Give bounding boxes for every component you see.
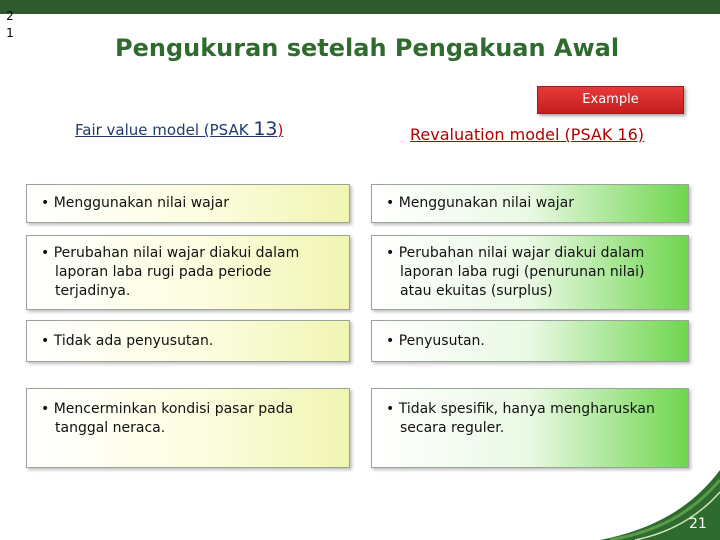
left-heading-prefix: Fair value model (PSAK (75, 121, 254, 139)
left-card-2-text: • Perubahan nilai wajar diakui dalam laporan laba rugi pada periode terjadinya. (41, 245, 300, 299)
right-card-2-text: • Perubahan nilai wajar diakui dalam laporan laba rugi (penurunan nilai) atau ekuitas (surplus) (386, 245, 645, 299)
left-card-1-text: • Menggunakan nilai wajar (41, 195, 229, 211)
right-card-1-text: • Menggunakan nilai wajar (386, 195, 574, 211)
slide-number-vertical: 2 1 (6, 9, 14, 40)
left-card-4 (26, 388, 350, 468)
example-badge: Example (537, 86, 684, 114)
left-card-4-text: • Mencerminkan kondisi pasar pada tanggal neraca. (41, 401, 294, 436)
right-card-1 (371, 184, 689, 223)
right-card-4-text: • Tidak spesifik, hanya mengharuskan secara reguler. (386, 401, 655, 436)
right-card-4 (371, 388, 689, 468)
slide-title: Pengukuran setelah Pengakuan Awal (115, 34, 620, 62)
left-heading-number: 13 (253, 118, 278, 140)
left-card-1 (26, 184, 350, 223)
top-bar (0, 0, 720, 14)
left-column-heading (75, 118, 283, 140)
left-heading-suffix: ) (277, 121, 284, 139)
left-card-2 (26, 235, 350, 310)
left-card-3-text: • Tidak ada penyusutan. (41, 332, 214, 349)
right-column-heading: Revaluation model (PSAK 16) (410, 125, 645, 144)
left-card-3 (26, 320, 350, 362)
right-card-3-text: • Penyusutan. (386, 332, 485, 349)
right-card-2 (371, 235, 689, 310)
right-card-3 (371, 320, 689, 362)
page-number: 21 (689, 516, 707, 532)
